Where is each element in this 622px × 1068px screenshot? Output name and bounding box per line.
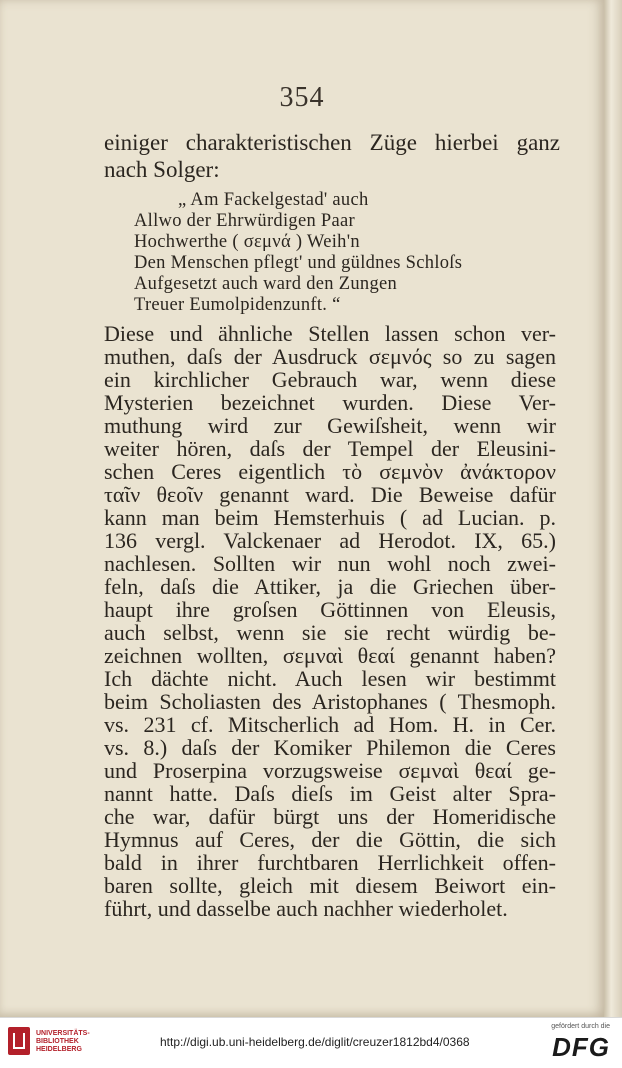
library-name-line: HEIDELBERG <box>36 1046 82 1053</box>
paragraph-line: haupt ihre groſsen Göttinnen von Eleusis, <box>104 597 556 622</box>
paragraph-line: muthung wird zur Gewiſsheit, wenn wir <box>104 413 556 438</box>
paragraph-line: ταῖν θεοῖν genannt ward. Die Beweise dafür <box>104 482 556 507</box>
paragraph-line: che war, dafür bürgt uns der Homeridische <box>104 804 556 829</box>
paragraph-line: weiter hören, daſs der Tempel der Eleusini- <box>104 436 556 461</box>
paragraph-line: ein kirchlicher Gebrauch war, wenn diese <box>104 367 556 392</box>
page-number: 354 <box>279 82 325 113</box>
paragraph-line: nachlesen. Sollten wir nun wohl noch zwei- <box>104 551 556 576</box>
verse-line: Allwo der Ehrwürdigen Paar <box>134 211 356 231</box>
verse-line: „ Am Fackelgestad' auch <box>178 190 369 210</box>
paragraph-line: beim Scholiasten des Aristophanes ( Thesmoph. <box>104 689 556 714</box>
verse-line: Den Menschen pflegt' und güldnes Schloſs <box>134 253 463 273</box>
paragraph-line: vs. 231 cf. Mitscherlich ad Hom. H. in Cer. <box>104 712 556 737</box>
verse-line: Treuer Eumolpidenzunft. “ <box>134 295 341 315</box>
paragraph-line: Diese und ähnliche Stellen lassen schon ver- <box>104 321 556 346</box>
paragraph-line: Hymnus auf Ceres, der die Göttin, die sich <box>104 827 556 852</box>
intro-line: einiger charakteristischen Züge hierbei ganz <box>104 130 560 155</box>
funding-note: gefördert durch die <box>551 1023 610 1030</box>
verse-line: Aufgesetzt auch ward den Zungen <box>134 274 398 294</box>
paragraph-line: nannt hatte. Daſs dieſs im Geist alter Spra- <box>104 781 556 806</box>
paragraph-line: auch selbst, wenn sie sie recht würdig be- <box>104 620 556 645</box>
paragraph-line: 136 vergl. Valckenaer ad Herodot. IX, 65.) <box>104 528 556 553</box>
paragraph-line: Mysterien bezeichnet wurden. Diese Ver- <box>104 390 556 415</box>
paragraph-line: führt, und dasselbe auch nachher wiederholet. <box>104 896 508 921</box>
paragraph-line: bald in ihrer furchtbaren Herrlichkeit offen- <box>104 850 556 875</box>
paragraph-line: und Proserpina vorzugsweise σεμναὶ θεαί ge- <box>104 758 556 783</box>
verse-line: Hochwerthe ( σεμνά ) Weih'n <box>134 232 360 252</box>
library-name-line: UNIVERSITÄTS- <box>36 1030 90 1037</box>
paragraph-line: feln, daſs die Attiker, ja die Griechen über- <box>104 574 556 599</box>
paragraph-line: schen Ceres eigentlich τὸ σεμνὸν ἀνάκτορον <box>104 459 556 484</box>
paragraph-line: muthen, daſs der Ausdruck σεμνός so zu sagen <box>104 344 556 369</box>
paragraph-line: zeichnen wollten, σεμναὶ θεαί genannt haben? <box>104 643 556 668</box>
dfg-logo[interactable]: DFG <box>552 1032 610 1062</box>
paragraph-line: Ich dächte nicht. Auch lesen wir bestimmt <box>104 666 556 691</box>
paragraph-line: vs. 8.) daſs der Komiker Philemon die Ceres <box>104 735 556 760</box>
library-logo-icon[interactable] <box>8 1027 30 1055</box>
library-name-line: BIBLIOTHEK <box>36 1038 79 1045</box>
intro-line: nach Solger: <box>104 157 220 182</box>
paragraph-line: kann man beim Hemsterhuis ( ad Lucian. p. <box>104 505 556 530</box>
permalink-url[interactable]: http://digi.ub.uni-heidelberg.de/diglit/creuzer1812bd4/0368 <box>160 1035 470 1049</box>
viewer-footer <box>0 1017 622 1068</box>
page-edge <box>604 0 622 1017</box>
paragraph-line: baren sollte, gleich mit diesem Beiwort ein- <box>104 873 556 898</box>
